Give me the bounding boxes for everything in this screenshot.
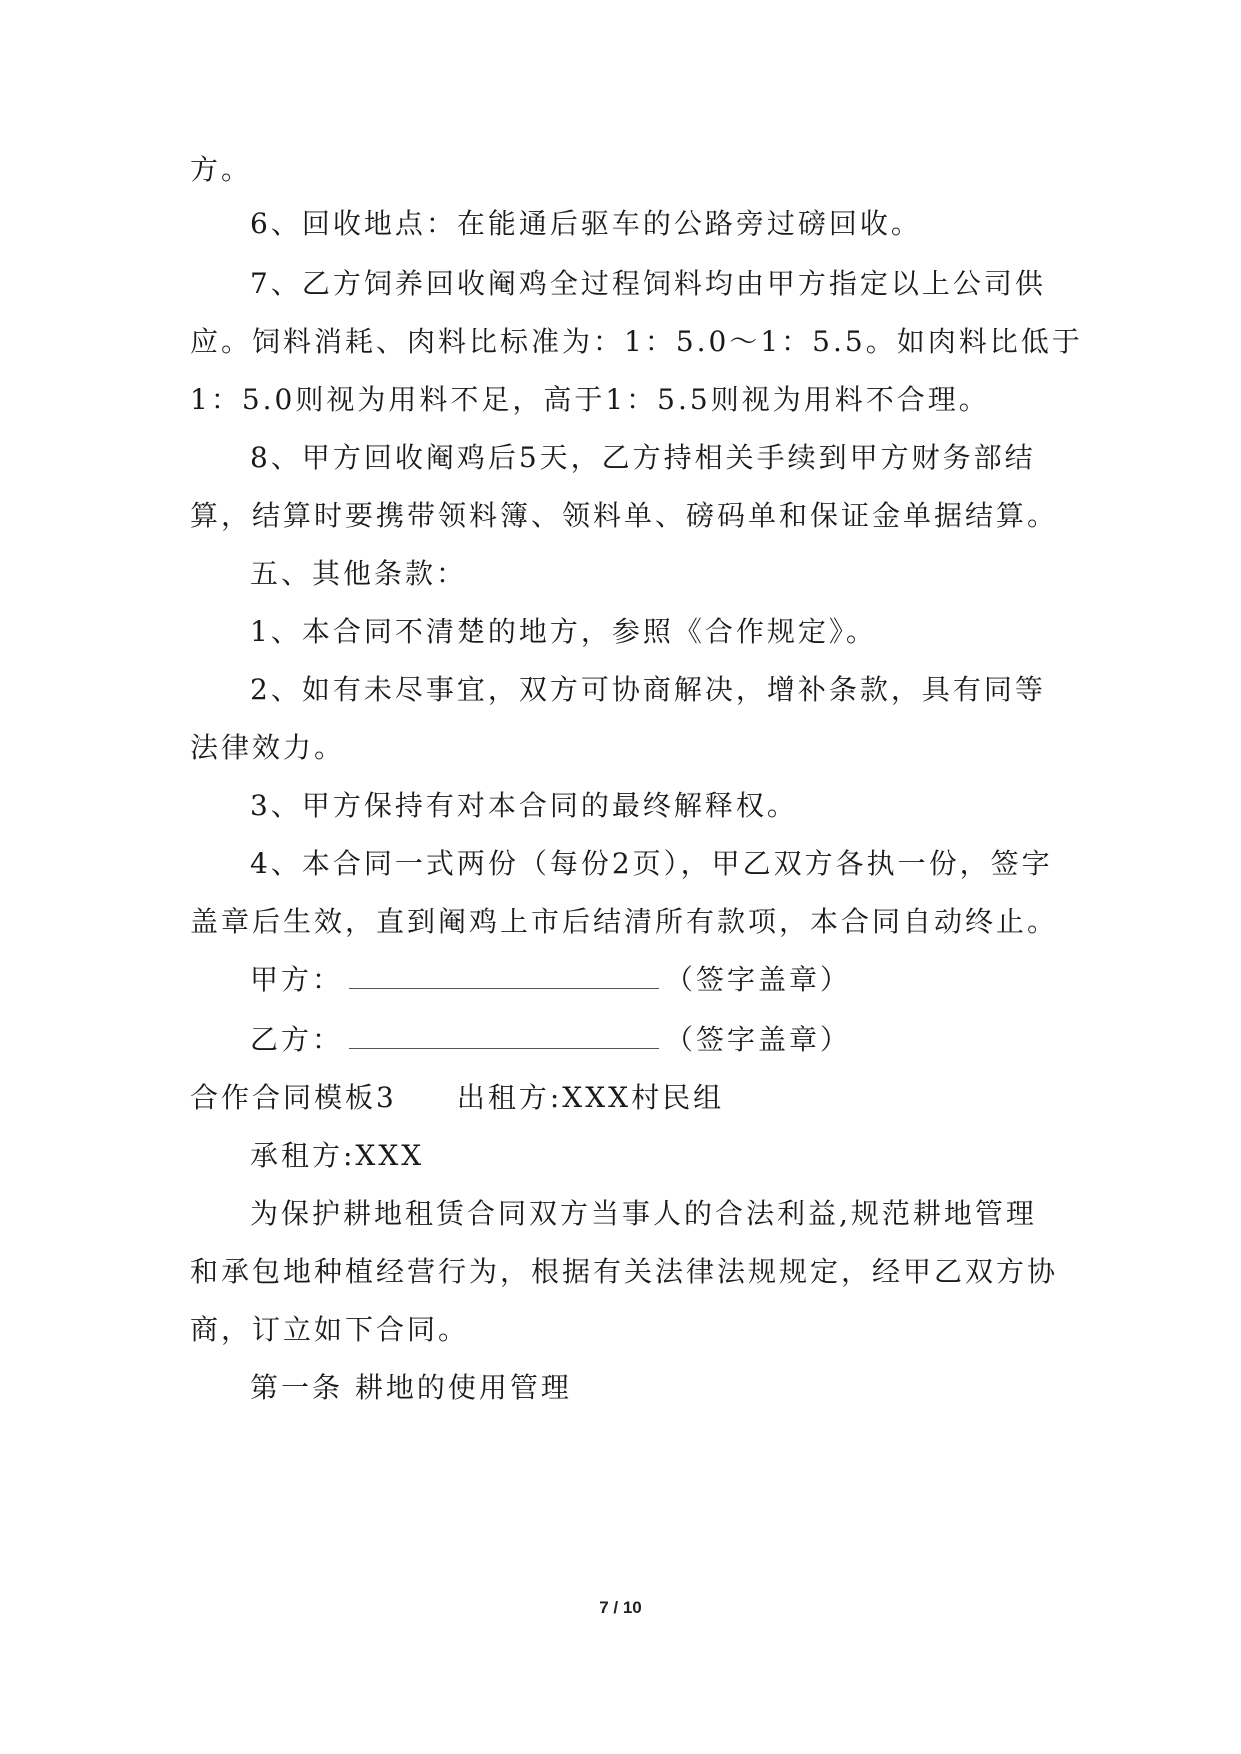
paragraph-line: 2、如有未尽事宜，双方可协商解决，增补条款，具有同等	[250, 673, 1046, 706]
paragraph-line: 商，订立如下合同。	[190, 1313, 470, 1346]
paragraph-line: 1、本合同不清楚的地方，参照《合作规定》。	[250, 615, 877, 648]
template-header-line	[190, 1078, 1070, 1118]
paragraph-line: 7、乙方饲养回收阉鸡全过程饲料均由甲方指定以上公司供	[250, 267, 1046, 300]
paragraph-line: 1：5.0则视为用料不足，高于1：5.5则视为用料不合理。	[190, 383, 990, 416]
signature-line-party-b	[250, 1020, 1070, 1060]
paragraph-line: 6、回收地点：在能通后驱车的公路旁过磅回收。	[250, 207, 922, 240]
paragraph-line: 和承包地种植经营行为，根据有关法律法规规定，经甲乙双方协	[190, 1255, 1059, 1288]
party-b-label: 乙方：	[250, 1023, 344, 1056]
paragraph-line: 4、本合同一式两份（每份2页），甲乙双方各执一份，签字	[250, 847, 1053, 880]
paragraph-line: 8、甲方回收阉鸡后5天，乙方持相关手续到甲方财务部结	[250, 441, 1036, 474]
paragraph-line: 算，结算时要携带领料簿、领料单、磅码单和保证金单据结算。	[190, 499, 1059, 532]
paragraph-line: 3、甲方保持有对本合同的最终解释权。	[250, 789, 798, 822]
page-number: 7 / 10	[599, 1598, 642, 1617]
paragraph-line: 应。饲料消耗、肉料比标准为：1：5.0～1：5.5。如肉料比低于	[190, 325, 1083, 358]
paragraph-line: 方。	[190, 153, 253, 186]
template-title: 合作合同模板3	[190, 1081, 397, 1114]
paragraph-line: 为保护耕地租赁合同双方当事人的合法利益,规范耕地管理	[250, 1197, 1037, 1230]
paragraph-line: 法律效力。	[190, 731, 346, 764]
party-a-label: 甲方：	[250, 963, 344, 996]
lessee-line: 承租方:XXX	[250, 1139, 425, 1172]
party-b-signature-blank	[349, 1022, 659, 1049]
party-a-sign-note: （签字盖章）	[665, 963, 852, 996]
section-heading: 五、其他条款：	[250, 557, 468, 590]
paragraph-line: 盖章后生效，直到阉鸡上市后结清所有款项，本合同自动终止。	[190, 905, 1059, 938]
lessor-line: 出租方:XXX村民组	[456, 1081, 725, 1114]
party-a-signature-blank	[349, 962, 659, 989]
party-b-sign-note: （签字盖章）	[665, 1023, 852, 1056]
signature-line-party-a	[250, 960, 1070, 1000]
article-heading: 第一条 耕地的使用管理	[250, 1371, 572, 1404]
